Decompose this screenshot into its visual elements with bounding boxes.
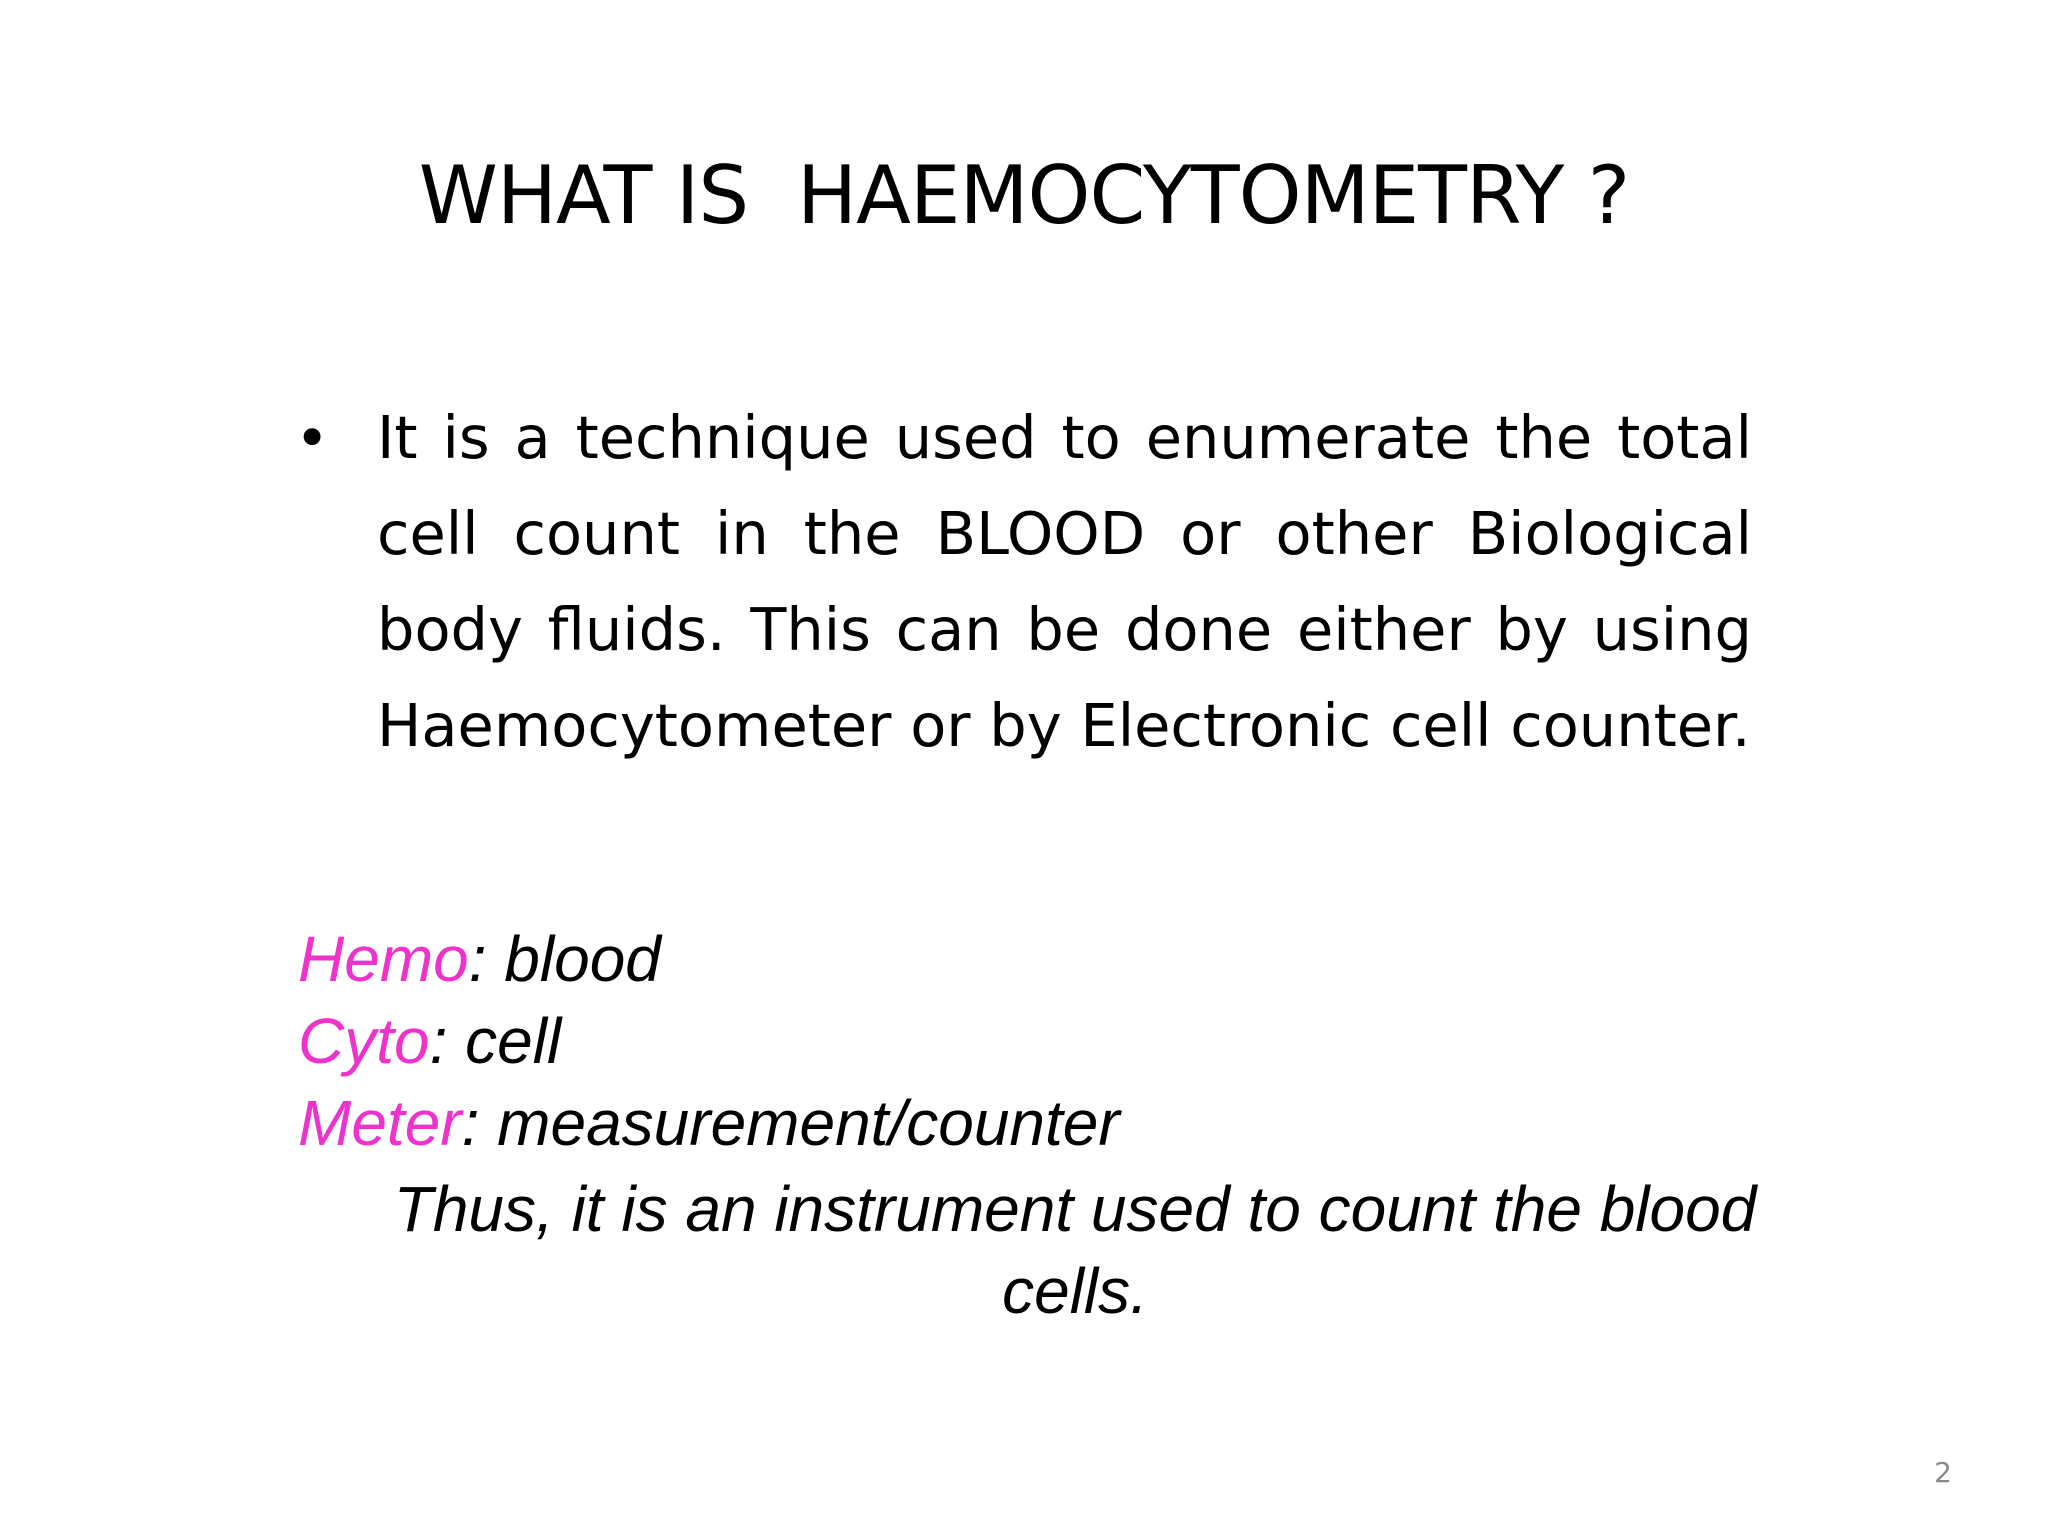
definition-term: Meter — [298, 1087, 462, 1159]
bullet-text: It is a technique used to enumerate the total cell count in the BLOOD or other Biological body fluids. This can be done either by using Haemocytometer or by Electronic cell counter. — [377, 403, 1752, 760]
page-number: 2 — [1934, 1456, 1952, 1489]
summary-text: Thus, it is an instrument used to count the blood cells. — [393, 1173, 1757, 1327]
definition-term: Hemo — [298, 923, 469, 995]
slide-title: WHAT IS HAEMOCYTOMETRY ? — [418, 149, 1630, 242]
definition-hemo — [298, 918, 1698, 1000]
definitions-list — [298, 918, 1698, 1164]
definition-meaning: : blood — [468, 923, 661, 995]
definition-meaning: : measurement/counter — [461, 1087, 1120, 1159]
definition-cyto — [298, 1000, 1698, 1082]
definition-meter — [298, 1082, 1698, 1164]
definition-term: Cyto — [298, 1005, 430, 1077]
definition-meaning: : cell — [429, 1005, 562, 1077]
bullet-marker: • — [295, 404, 330, 472]
